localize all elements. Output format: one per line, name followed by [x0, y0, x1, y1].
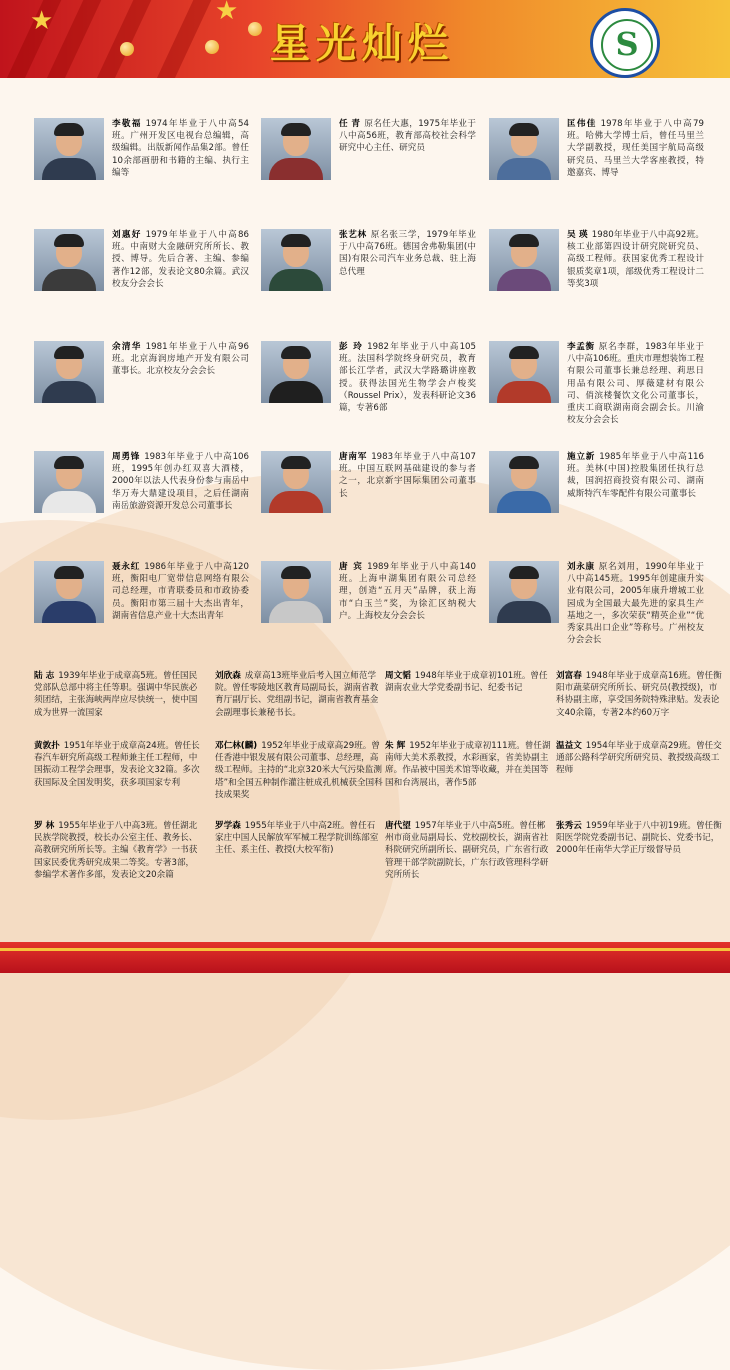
profile-card: [489, 341, 704, 441]
gold-dot: [205, 40, 219, 54]
portrait-hair: [509, 566, 539, 579]
portrait-body: [269, 158, 323, 180]
entry-name: 邓仁林(麟): [215, 741, 258, 751]
portrait-body: [42, 269, 96, 291]
footer-stripe: [0, 948, 730, 951]
portrait-body: [42, 601, 96, 623]
profile-text: [567, 561, 704, 646]
star-icon: ★: [215, 0, 239, 26]
portrait-photo: [261, 341, 331, 403]
entry-bio: 1939年毕业于成章高5班。曾任国民党部队总部中将主任等职。强调中华民族必须团结，主张海峡两岸应尽快统一，使中国成为世界一流国家: [34, 671, 198, 718]
profile-name: 李敬福: [112, 119, 142, 129]
profile-name: 李孟衡: [567, 342, 595, 352]
profile-bio: 原名任大惠，1975年毕业于八中高56班，教育部高校社会科学研究中心主任、研究员: [339, 119, 476, 154]
profile-bio: 1983年毕业于八中高107班。中国互联网基础建设的参与者之一，北京新宇国际集团公司董事长: [339, 452, 476, 499]
entry-name: 张秀云: [556, 821, 582, 831]
profile-text: [112, 561, 249, 622]
alumni-entry: [34, 670, 202, 719]
portrait-hair: [281, 234, 311, 247]
portrait-body: [269, 491, 323, 513]
profile-bio: 原名李群，1983年毕业于八中高106班。重庆市理想装饰工程有限公司董事长兼总经理、莉思日用品有限公司、厚薇建材有限公司、俏滨楼餐饮文化公司董事长，重庆工商联湖南商会副会长。川渝校友分会会长: [567, 342, 704, 426]
entry-name: 朱 辉: [385, 741, 406, 751]
profile-name: 张艺林: [339, 230, 367, 240]
profile-text: [112, 451, 249, 512]
entry-name: 唐代望: [385, 821, 411, 831]
page-title: 星光灿烂: [270, 20, 454, 67]
entry-bio: 1952年毕业于成章初111班。曾任湖南师大美术系教授，水彩画家，省美协副主席。作品被中国美术馆等收藏，并在美国等国和台湾展出，著作5部: [385, 741, 551, 788]
profile-card: [489, 118, 704, 218]
profile-text: [567, 451, 704, 500]
profile-name: 施立新: [567, 452, 596, 462]
profile-card: [261, 451, 476, 551]
profile-card: [489, 451, 704, 551]
profile-card: [34, 451, 249, 551]
portrait-body: [269, 381, 323, 403]
profile-text: [339, 561, 476, 622]
portrait-photo: [489, 229, 559, 291]
entry-name: 罗学森: [215, 821, 241, 831]
profile-card: [261, 118, 476, 218]
profile-text: [567, 229, 704, 290]
alumni-entry: [385, 670, 553, 694]
profile-bio: 1982年毕业于八中高105班。法国科学院终身研究员，教育部长江学者，武汉大学路璐讲座教授。获得法国光生物学会卢梭奖（Roussel Prix），发表科研论文36篇，专著6部: [339, 342, 476, 414]
profile-card: [34, 341, 249, 441]
portrait-photo: [261, 229, 331, 291]
entry-name: 黄敦扑: [34, 741, 60, 751]
portrait-body: [497, 158, 551, 180]
alumni-entry: [215, 670, 383, 719]
entry-name: 刘欣森: [215, 671, 241, 681]
profile-card: [489, 561, 704, 661]
profile-bio: 原名刘用，1990年毕业于八中高145班。1995年创建康升实业有限公司，2005年康升增城工业园成为全国最大最先进的家具生产基地之一，多次荣获“精英企业”“优秀家具出口企业”等称号。广州校友分会会长: [567, 562, 704, 646]
profile-text: [339, 451, 476, 500]
entry-bio: 1951年毕业于成章高24班。曾任长春汽车研究所高级工程师兼主任工程师，中国振动工程学会理事，发表论文32篇。多次获国际及全国发明奖，获多项国家专利: [34, 741, 200, 788]
star-icon: ★: [30, 6, 54, 36]
logo-ring: [601, 19, 653, 71]
alumni-entry: [34, 820, 202, 881]
portrait-hair: [281, 123, 311, 136]
gold-dot: [120, 42, 134, 56]
portrait-photo: [34, 561, 104, 623]
entry-bio: 1954年毕业于成章高29班。曾任交通部公路科学研究所研究员、教授级高级工程师: [556, 741, 722, 776]
profile-card: [261, 341, 476, 441]
profile-text: [112, 118, 249, 179]
profile-text: [567, 341, 704, 426]
profile-name: 匡伟佳: [567, 119, 597, 129]
profile-card: [34, 118, 249, 218]
portrait-body: [497, 601, 551, 623]
portrait-photo: [489, 451, 559, 513]
entry-name: 温益文: [556, 741, 582, 751]
profile-card: [261, 561, 476, 661]
entry-bio: 1955年毕业于八中高2班。曾任石家庄中国人民解放军军械工程学院训练部室主任、系主任、教授(大校军衔): [215, 821, 379, 856]
entry-name: 周文韬: [385, 671, 411, 681]
alumni-entry: [385, 740, 553, 789]
profile-bio: 1979年毕业于八中高86班。中南财大金融研究所所长、教授、博导。先后合著、主编、参编著作12部，发表论文80余篇。武汉校友分会会长: [112, 230, 249, 289]
portrait-hair: [54, 456, 84, 469]
portrait-hair: [281, 346, 311, 359]
profile-name: 彭 玲: [339, 342, 364, 352]
entry-bio: 1952年毕业于成章高29班。曾任香港中银发展有限公司董事、总经理，高级工程师。主持的“北京320米大气污染监测塔”和全国五种制作灌注桩成孔机械获全国科技成果奖: [215, 741, 383, 800]
portrait-hair: [509, 346, 539, 359]
profile-text: [339, 229, 476, 278]
profile-text: [339, 341, 476, 414]
entry-bio: 成章高13班毕业后考入国立师范学院。曾任零陵地区教育局副局长，湖南省教育厅副厅长、党组副书记，湖南省教育基金会副理事长兼秘书长。: [215, 671, 379, 718]
portrait-body: [42, 158, 96, 180]
alumni-entry: [215, 820, 383, 857]
profile-bio: 1986年毕业于八中高120班，衡阳电厂宽带信息网络有限公司总经理，市青联委员和市政协委员。衡阳市第三届十大杰出青年，湖南省信息产业十大杰出青年: [112, 562, 249, 621]
portrait-photo: [261, 561, 331, 623]
profile-bio: 原名张三学，1979年毕业于八中高76班。德国舍弗勒集团(中国)有限公司汽车业务总裁、驻上海总代理: [339, 230, 476, 277]
entry-bio: 1955年毕业于八中高3班。曾任湖北民族学院教授，校长办公室主任、教务长、高教研究所所长等。主编《教育学》一书获国家民委优秀研究成果二等奖。专著3部，参编学术著作多部，发表论文20余篇: [34, 821, 198, 880]
portrait-photo: [489, 118, 559, 180]
profile-name: 余清华: [112, 342, 142, 352]
logo-emblem-icon: S: [615, 25, 639, 63]
profile-bio: 1989年毕业于八中高140班。上海申湖集团有限公司总经理，创造“五月天”品牌，获上海市“白玉兰”奖，为徐汇区纳税大户。上海校友分会会长: [339, 562, 476, 621]
portrait-hair: [509, 123, 539, 136]
entry-bio: 1957年毕业于八中高5班。曾任郴州市商业局副局长、党校副校长，湖南省社科院研究所副所长、副研究员，广东省行政管理干部学院副院长，广东行政管理科学研究所所长: [385, 821, 549, 880]
profile-text: [112, 229, 249, 290]
profile-bio: 1980年毕业于八中高92班。核工业部第四设计研究院研究员、高级工程师。获国家优秀工程设计银质奖章1项，部级优秀工程设计二等奖3项: [567, 230, 704, 289]
portrait-hair: [54, 234, 84, 247]
profile-card: [34, 229, 249, 329]
entry-bio: 1959年毕业于八中初19班。曾任衡阳医学院党委副书记、副院长、党委书记，2000年任南华大学正厅级督导员: [556, 821, 722, 856]
entry-bio: 1948年毕业于成章高16班。曾任衡阳市蔬菜研究所所长、研究员(教授级)，市科协副主席，享受国务院特殊津贴。发表论文40余篇，专著2本约60万字: [556, 671, 722, 718]
portrait-photo: [34, 229, 104, 291]
portrait-body: [42, 381, 96, 403]
profile-bio: 1983年毕业于八中高106班，1995年创办红双喜大酒楼，2000年以法人代表身份参与南岳中华万寿大鼎建设项目，之后任湖南南岳旅游资源开发总公司董事长: [112, 452, 249, 511]
portrait-body: [269, 601, 323, 623]
profile-card: [261, 229, 476, 329]
alumni-entry: [556, 740, 724, 777]
ribbon-decoration: [137, 0, 220, 78]
profile-name: 任 青: [339, 119, 361, 129]
profile-bio: 1978年毕业于八中高79班。哈佛大学博士后，曾任马里兰大学副教授，现任美国宇航局高级研究员、马里兰大学客座教授，特邀嘉宾、博导: [567, 119, 704, 178]
portrait-hair: [54, 123, 84, 136]
portrait-photo: [34, 451, 104, 513]
entry-name: 刘富春: [556, 671, 582, 681]
profile-name: 唐 宾: [339, 562, 364, 572]
footer-band: [0, 942, 730, 973]
alumni-entry: [385, 820, 553, 881]
portrait-photo: [489, 341, 559, 403]
school-logo: [590, 8, 660, 78]
entry-name: 陆 志: [34, 671, 55, 681]
portrait-photo: [261, 451, 331, 513]
entry-bio: 1948年毕业于成章初101班。曾任湖南农业大学党委副书记、纪委书记: [385, 671, 548, 694]
header-banner: [0, 0, 730, 78]
profile-name: 刘惠好: [112, 230, 142, 240]
portrait-photo: [489, 561, 559, 623]
profile-name: 聂永红: [112, 562, 141, 572]
profile-name: 吴 瑛: [567, 230, 588, 240]
alumni-entry: [34, 740, 202, 789]
portrait-photo: [34, 341, 104, 403]
profile-text: [339, 118, 476, 155]
portrait-body: [42, 491, 96, 513]
profile-name: 周勇锋: [112, 452, 141, 462]
portrait-hair: [54, 566, 84, 579]
profile-name: 唐南军: [339, 452, 368, 462]
portrait-body: [497, 269, 551, 291]
alumni-entry: [556, 670, 724, 719]
profile-text: [567, 118, 704, 179]
portrait-hair: [281, 456, 311, 469]
profile-text: [112, 341, 249, 378]
gold-dot: [248, 22, 262, 36]
portrait-body: [497, 381, 551, 403]
profile-card: [489, 229, 704, 329]
portrait-hair: [509, 456, 539, 469]
profile-bio: 1985年毕业于八中高116班。美林(中国)控股集团任执行总裁，国润招商投资有限公司、湖南威斯特汽车零配件有限公司董事长: [567, 452, 704, 499]
portrait-body: [269, 269, 323, 291]
profile-bio: 1974年毕业于八中高54班。广州开发区电视台总编辑，高级编辑。出版新闻作品集2部。曾任10余部画册和书籍的主编、执行主编等: [112, 119, 249, 178]
entry-name: 罗 林: [34, 821, 55, 831]
portrait-body: [497, 491, 551, 513]
profile-card: [34, 561, 249, 661]
profile-bio: 1981年毕业于八中高96班。北京海润房地产开发有限公司董事长。北京校友分会会长: [112, 342, 249, 377]
portrait-hair: [281, 566, 311, 579]
portrait-hair: [54, 346, 84, 359]
profile-name: 刘永康: [567, 562, 595, 572]
portrait-photo: [34, 118, 104, 180]
portrait-photo: [261, 118, 331, 180]
alumni-entry: [215, 740, 383, 801]
portrait-hair: [509, 234, 539, 247]
alumni-entry: [556, 820, 724, 857]
